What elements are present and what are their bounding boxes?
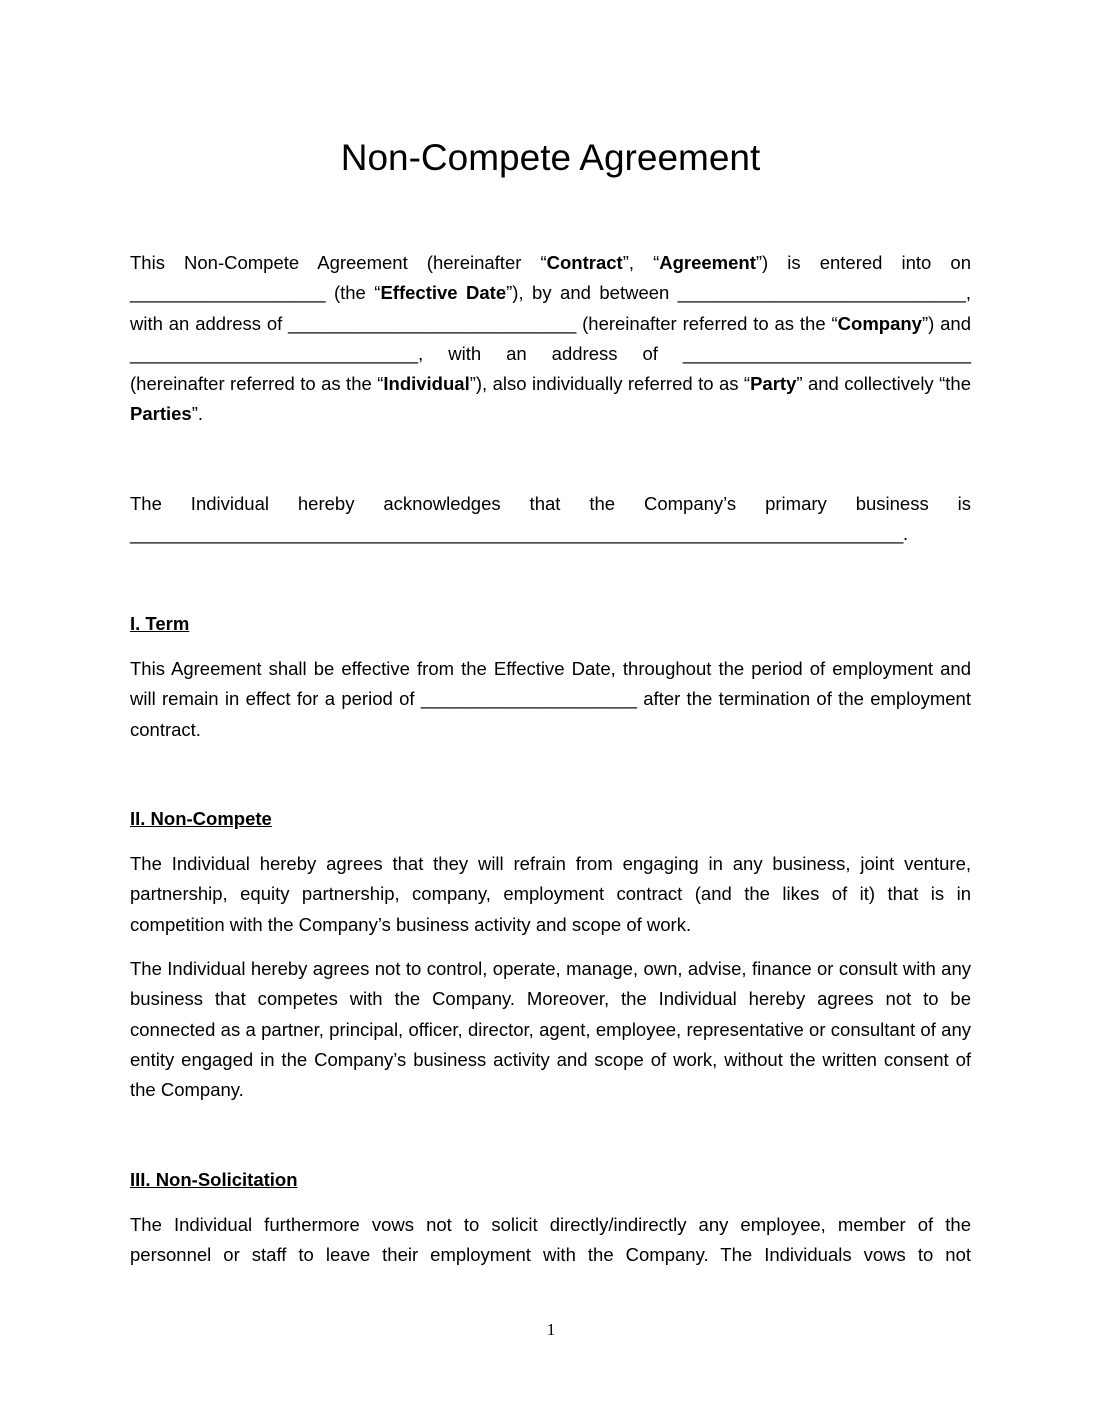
intro-text-7: ” and collectively “the	[796, 373, 971, 395]
section-non-solicitation-paragraph: The Individual furthermore vows not to solicit directly/indirectly any employee, member of the personnel or staff to leave their employment with the Company. The Individuals vows to not	[130, 1214, 971, 1266]
term-party: Party	[750, 373, 797, 395]
section-non-compete-paragraph-1: The Individual hereby agrees that they will refrain from engaging in any business, joint venture, partnership, equity partnership, company, employment contract (and the likes of it) that is in competition with the Company’s business activity and scope of work.	[130, 853, 971, 935]
intro-text-3: ”) is entered into on ___________________ (the “	[130, 252, 971, 304]
intro-paragraph	[130, 248, 971, 430]
section-non-compete-paragraph-2: The Individual hereby agrees not to control, operate, manage, own, advise, finance or consult with any business that competes with the Company. Moreover, the Individual hereby agrees not to be connected as a partner, principal, officer, director, agent, employee, representative or consultant of any entity engaged in the Company’s business activity and scope of work, without the written consent of the Company.	[130, 958, 971, 1101]
term-individual: Individual	[383, 373, 470, 395]
section-heading-non-solicitation: III. Non-Solicitation	[130, 1169, 298, 1190]
intro-text-1: This Non-Compete Agreement (hereinafter “	[130, 252, 547, 273]
page-number: 1	[546, 1320, 556, 1339]
intro-text-4: ”), by and between ____________________________, with an address of ____________________________ (hereinafter referred to as the “	[130, 282, 971, 334]
section-term-paragraph: This Agreement shall be effective from the Effective Date, throughout the period of employment and will remain in effect for a period of _____________________ after the termination of the employment contract.	[130, 658, 971, 740]
term-parties: Parties	[130, 403, 192, 425]
acknowledgement-blank-line: _____________________________________________________________________________.	[130, 523, 908, 544]
acknowledgement-line-1: The Individual hereby acknowledges that the Company’s primary business is	[130, 493, 971, 514]
section-heading-non-compete: II. Non-Compete	[130, 808, 272, 829]
term-agreement: Agreement	[659, 252, 756, 273]
term-effective-date: Effective Date	[380, 282, 507, 304]
document-title: Non-Compete Agreement	[340, 137, 761, 178]
intro-text-2: ”, “	[622, 252, 660, 273]
section-heading-term: I. Term	[130, 613, 190, 634]
intro-text-6: ”), also individually referred to as “	[469, 373, 751, 395]
term-company: Company	[837, 312, 922, 334]
intro-text-5: ”) and ____________________________, with an address of ____________________________ (hereinafter referred to as the “	[130, 312, 972, 395]
term-contract: Contract	[546, 252, 623, 273]
intro-text-8: ”.	[191, 403, 204, 425]
